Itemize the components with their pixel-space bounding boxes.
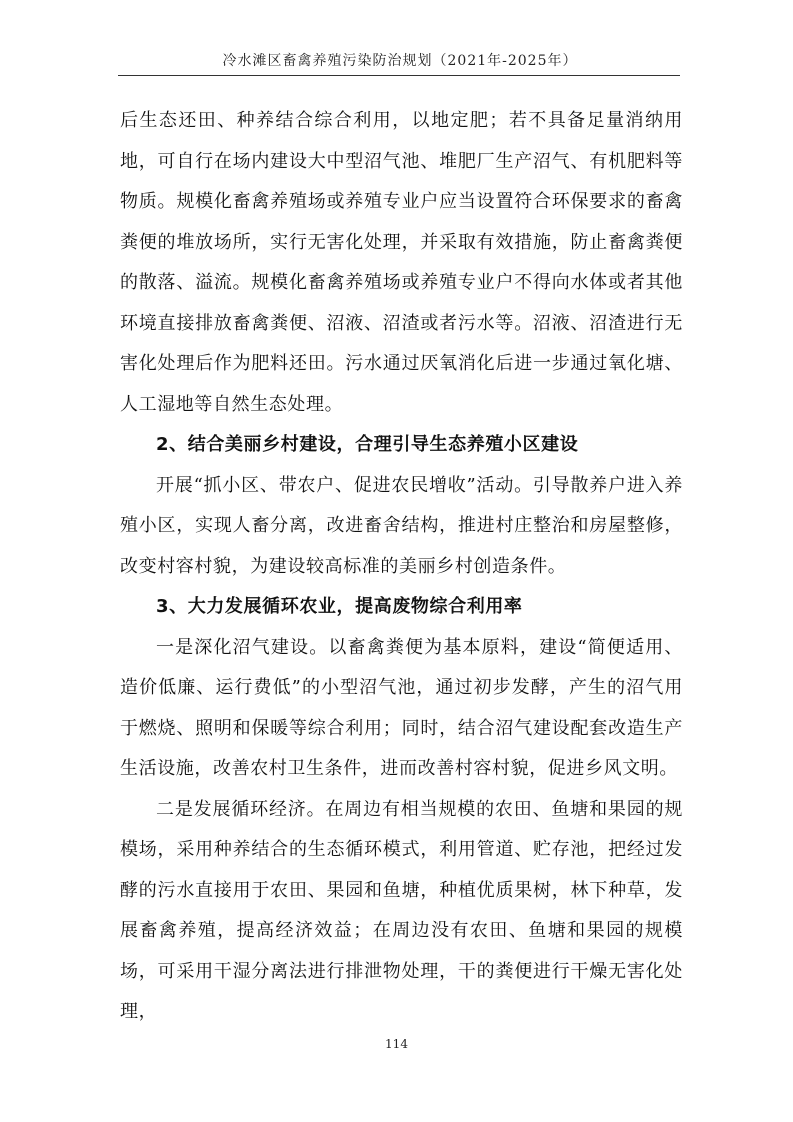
section-heading-2: 2、结合美丽乡村建设，合理引导生态养殖小区建设 [156,434,579,455]
page-body [120,101,683,1033]
page-number: 114 [385,1037,408,1051]
header-rule [118,75,680,76]
paragraph-continued: 后生态还田、种养结合综合利用，以地定肥；若不具备足量消纳用地，可自行在场内建设大中型沼气池、堆肥厂生产沼气、有机肥料等物质。规模化畜禽养殖场或养殖专业户应当设置符合环保要求的畜禽粪便的堆放场所，实行无害化处理，并采取有效措施，防止畜禽粪便的散落、溢流。规模化畜禽养殖场或养殖专业户不得向水体或者其他环境直接排放畜禽粪便、沼液、沼渣或者污水等。沼液、沼渣进行无害化处理后作为肥料还田。污水通过厌氧消化后进一步通过氧化塘、人工湿地等自然生态处理。 [120,110,683,415]
running-header: 冷水滩区畜禽养殖污染防治规划（2021年-2025年） [222,53,578,69]
paragraph-section-2: 开展“抓小区、带农户、促进农民增收”活动。引导散养户进入养殖小区，实现人畜分离，改进畜舍结构，推进村庄整治和房屋整修，改变村容村貌，为建设较高标准的美丽乡村创造条件。 [120,474,683,577]
paragraph-circular-economy: 二是发展循环经济。在周边有相当规模的农田、鱼塘和果园的规模场，采用种养结合的生态循环模式，利用管道、贮存池，把经过发酵的污水直接用于农田、果园和鱼塘，种植优质果树，林下种草，发展畜禽养殖，提高经济效益；在周边没有农田、鱼塘和果园的规模场，可采用干湿分离法进行排泄物处理，干的粪便进行干燥无害化处理， [120,798,683,1022]
paragraph-biogas: 一是深化沼气建设。以畜禽粪便为基本原料，建设“简便适用、造价低廉、运行费低”的小型沼气池，通过初步发酵，产生的沼气用于燃烧、照明和保暖等综合利用；同时，结合沼气建设配套改造生产生活设施，改善农村卫生条件，进而改善村容村貌，促进乡风文明。 [120,636,683,779]
section-heading-3: 3、大力发展循环农业，提高废物综合利用率 [156,596,523,617]
